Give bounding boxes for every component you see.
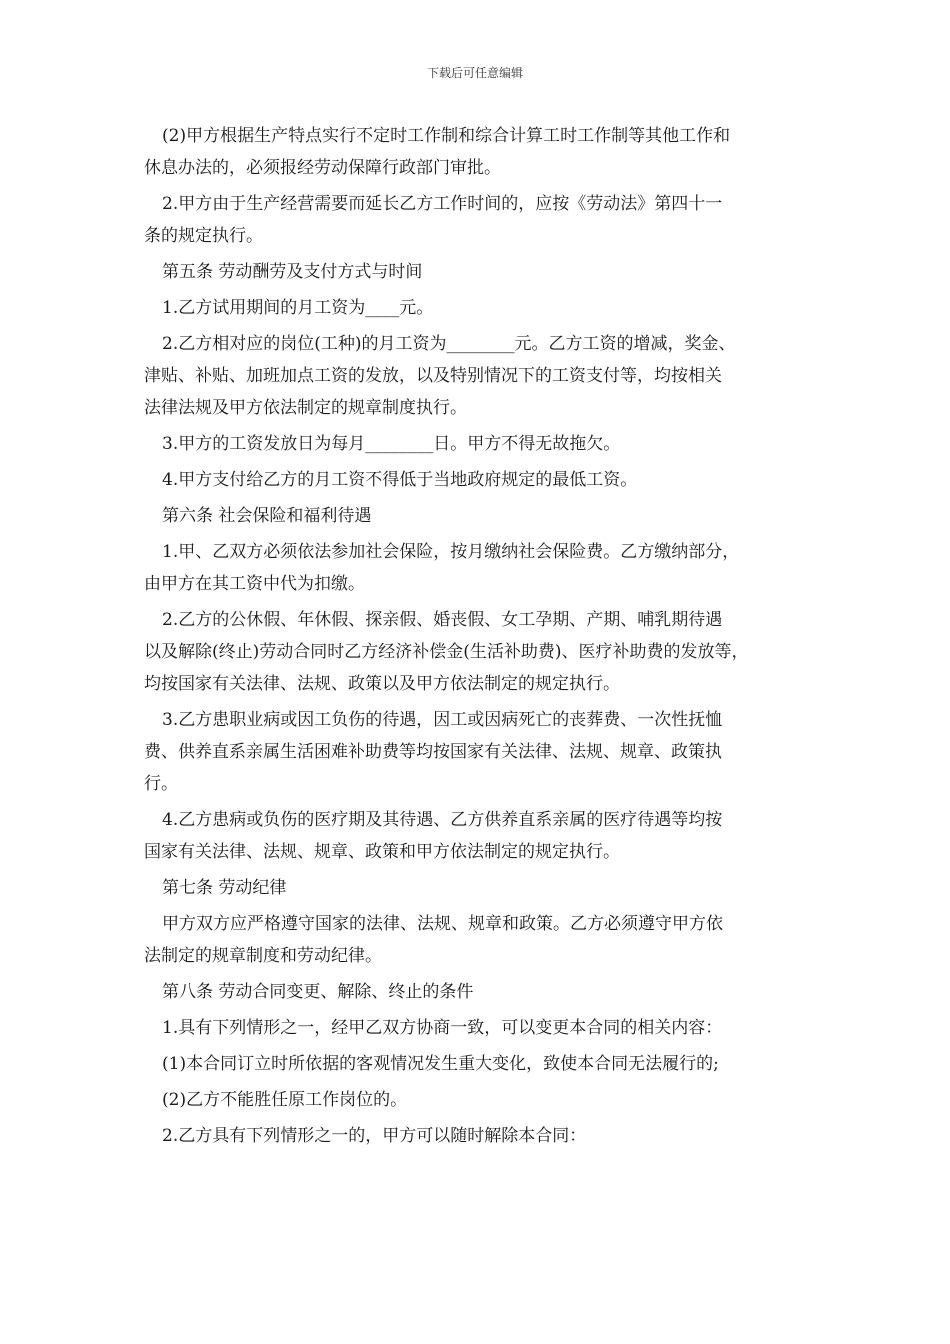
- document-body: [144, 120, 824, 1156]
- paragraph: [144, 1048, 824, 1080]
- paragraph-line: 法制定的规章制度和劳动纪律。: [144, 946, 382, 966]
- paragraph: [144, 872, 824, 904]
- paragraph-line: 津贴、补贴、加班加点工资的发放，以及特别情况下的工资支付等，均按相关: [144, 366, 722, 386]
- paragraph-line: 费、供养直系亲属生活困难补助费等均按国家有关法律、法规、规章、政策执: [144, 742, 722, 762]
- paragraph-line: 均按国家有关法律、法规、政策以及甲方依法制定的规定执行。: [144, 674, 620, 694]
- paragraph-first-line: 1.甲、乙双方必须依法参加社会保险，按月缴纳社会保险费。乙方缴纳部分，: [162, 542, 740, 562]
- paragraph: [144, 804, 824, 868]
- paragraph: [144, 1120, 824, 1152]
- paragraph-first-line: 3.甲方的工资发放日为每月________日。甲方不得无故拖欠。: [162, 434, 621, 454]
- paragraph: [144, 188, 824, 252]
- paragraph-line: 国家有关法律、法规、规章、政策和甲方依法制定的规定执行。: [144, 842, 620, 862]
- paragraph-first-line: 2.乙方相对应的岗位(工种)的月工资为________元。乙方工资的增减，奖金、: [162, 334, 736, 354]
- paragraph: [144, 704, 824, 800]
- paragraph-line: 行。: [144, 774, 178, 794]
- paragraph: [144, 536, 824, 600]
- paragraph-first-line: 4.乙方患病或负伤的医疗期及其待遇、乙方供养直系亲属的医疗待遇等均按: [162, 810, 723, 830]
- paragraph-first-line: 第六条 社会保险和福利待遇: [162, 506, 372, 526]
- paragraph-line: 休息办法的，必须报经劳动保障行政部门审批。: [144, 158, 501, 178]
- paragraph: [144, 908, 824, 972]
- paragraph-first-line: 2.甲方由于生产经营需要而延长乙方工作时间的，应按《劳动法》第四十一: [162, 194, 723, 214]
- paragraph: [144, 120, 824, 184]
- paragraph-first-line: (1)本合同订立时所依据的客观情况发生重大变化，致使本合同无法履行的;: [162, 1054, 719, 1074]
- paragraph-first-line: 1.具有下列情形之一，经甲乙双方协商一致，可以变更本合同的相关内容：: [162, 1018, 723, 1038]
- paragraph-first-line: 3.乙方患职业病或因工负伤的待遇，因工或因病死亡的丧葬费、一次性抚恤: [162, 710, 723, 730]
- paragraph: [144, 604, 824, 700]
- paragraph-first-line: 甲方双方应严格遵守国家的法律、法规、规章和政策。乙方必须遵守甲方依: [162, 914, 723, 934]
- paragraph-first-line: (2)甲方根据生产特点实行不定时工作制和综合计算工时工作制等其他工作和: [162, 126, 731, 146]
- paragraph-first-line: 2.乙方具有下列情形之一的，甲方可以随时解除本合同：: [162, 1126, 587, 1146]
- paragraph-first-line: 4.甲方支付给乙方的月工资不得低于当地政府规定的最低工资。: [162, 470, 638, 490]
- paragraph: [144, 1012, 824, 1044]
- paragraph-line: 条的规定执行。: [144, 226, 263, 246]
- paragraph: [144, 976, 824, 1008]
- paragraph: [144, 328, 824, 424]
- paragraph-first-line: 2.乙方的公休假、年休假、探亲假、婚丧假、女工孕期、产期、哺乳期待遇: [162, 610, 723, 630]
- paragraph: [144, 428, 824, 460]
- paragraph-first-line: 第五条 劳动酬劳及支付方式与时间: [162, 262, 423, 282]
- paragraph-line: 由甲方在其工资中代为扣缴。: [144, 574, 365, 594]
- paragraph-spacer: [144, 1152, 824, 1156]
- paragraph: [144, 256, 824, 288]
- paragraph: [144, 500, 824, 532]
- paragraph-first-line: 第八条 劳动合同变更、解除、终止的条件: [162, 982, 474, 1002]
- paragraph: [144, 1084, 824, 1116]
- paragraph: [144, 464, 824, 496]
- paragraph-first-line: 第七条 劳动纪律: [162, 878, 287, 898]
- page-header: 下载后可任意编辑: [426, 66, 523, 80]
- paragraph-line: 法律法规及甲方依法制定的规章制度执行。: [144, 398, 467, 418]
- paragraph-first-line: (2)乙方不能胜任原工作岗位的。: [162, 1090, 408, 1110]
- paragraph: [144, 292, 824, 324]
- paragraph-first-line: 1.乙方试用期间的月工资为____元。: [162, 298, 434, 318]
- paragraph-line: 以及解除(终止)劳动合同时乙方经济补偿金(生活补助费)、医疗补助费的发放等，: [144, 642, 749, 662]
